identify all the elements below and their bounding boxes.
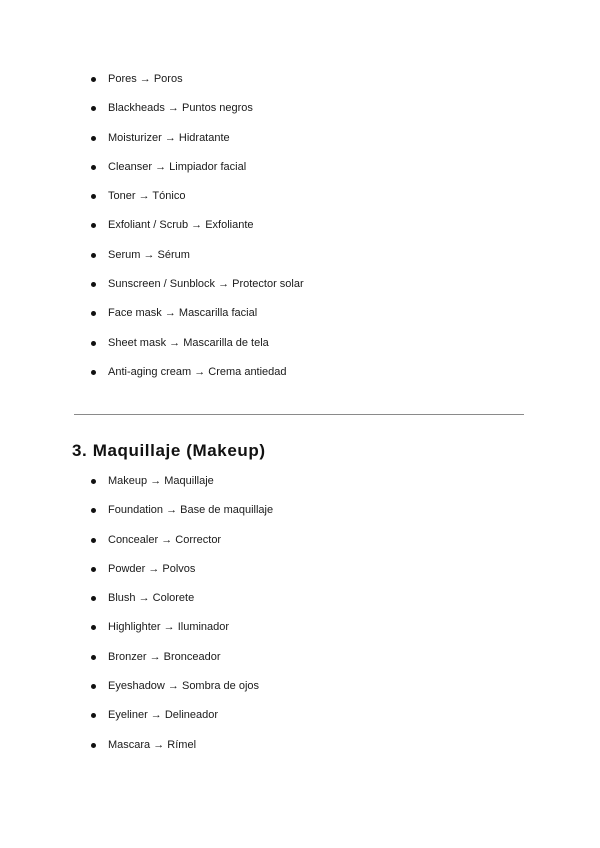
bullet-icon — [91, 106, 96, 111]
bullet-icon — [91, 223, 96, 228]
term-text: Blackheads → Puntos negros — [108, 102, 253, 115]
term-text: Serum → Sérum — [108, 248, 190, 261]
term-text: Eyeliner → Delineador — [108, 709, 219, 722]
bullet-icon — [91, 282, 96, 287]
term-text: Sheet mask → Mascarilla de tela — [108, 336, 269, 349]
list-item — [90, 533, 550, 562]
bullet-icon — [91, 538, 96, 543]
term-text: Anti-aging cream → Crema antiedad — [108, 365, 287, 378]
list-item — [90, 72, 550, 101]
list-item — [90, 591, 550, 620]
bullet-icon — [91, 370, 96, 375]
list-item — [90, 101, 550, 130]
bullet-icon — [91, 508, 96, 513]
list-item — [90, 474, 550, 503]
list-item — [90, 131, 550, 160]
bullet-icon — [91, 743, 96, 748]
list-item — [90, 620, 550, 649]
term-text: Blush → Colorete — [108, 592, 195, 605]
term-text: Face mask → Mascarilla facial — [108, 307, 258, 320]
list-item — [90, 336, 550, 365]
term-text: Concealer → Corrector — [108, 533, 222, 546]
bullet-icon — [91, 194, 96, 199]
term-text: Bronzer → Bronceador — [108, 650, 221, 663]
term-text: Sunscreen / Sunblock → Protector solar — [108, 278, 304, 291]
bullet-icon — [91, 341, 96, 346]
bullet-icon — [91, 77, 96, 82]
bullet-icon — [91, 655, 96, 660]
list-item — [90, 248, 550, 277]
skincare-term-list — [90, 72, 550, 394]
list-item — [90, 562, 550, 591]
list-item — [90, 160, 550, 189]
term-text: Highlighter → Iluminador — [108, 621, 230, 634]
term-text: Exfoliant / Scrub → Exfoliante — [108, 219, 254, 232]
makeup-term-list — [90, 474, 550, 767]
bullet-icon — [91, 311, 96, 316]
term-text: Mascara → Rímel — [108, 738, 197, 751]
list-item — [90, 189, 550, 218]
bullet-icon — [91, 136, 96, 141]
term-text: Cleanser → Limpiador facial — [108, 160, 247, 173]
term-text: Moisturizer → Hidratante — [108, 131, 230, 144]
term-text: Pores → Poros — [108, 73, 183, 85]
list-item — [90, 679, 550, 708]
bullet-icon — [91, 165, 96, 170]
term-text: Makeup → Maquillaje — [108, 475, 214, 487]
bullet-icon — [91, 684, 96, 689]
term-text: Foundation → Base de maquillaje — [108, 504, 274, 517]
list-item — [90, 738, 550, 767]
bullet-icon — [91, 596, 96, 601]
list-item — [90, 650, 550, 679]
list-item — [90, 708, 550, 737]
term-text: Eyeshadow → Sombra de ojos — [108, 680, 260, 693]
list-item — [90, 218, 550, 247]
term-text: Toner → Tónico — [108, 190, 186, 203]
section-divider — [74, 414, 524, 415]
list-item — [90, 503, 550, 532]
makeup-section-heading: 3. Maquillaje (Makeup) — [72, 441, 266, 460]
bullet-icon — [91, 713, 96, 718]
list-item — [90, 306, 550, 335]
bullet-icon — [91, 567, 96, 572]
bullet-icon — [91, 253, 96, 258]
list-item — [90, 365, 550, 394]
bullet-icon — [91, 479, 96, 484]
bullet-icon — [91, 625, 96, 630]
list-item — [90, 277, 550, 306]
term-text: Powder → Polvos — [108, 562, 196, 575]
